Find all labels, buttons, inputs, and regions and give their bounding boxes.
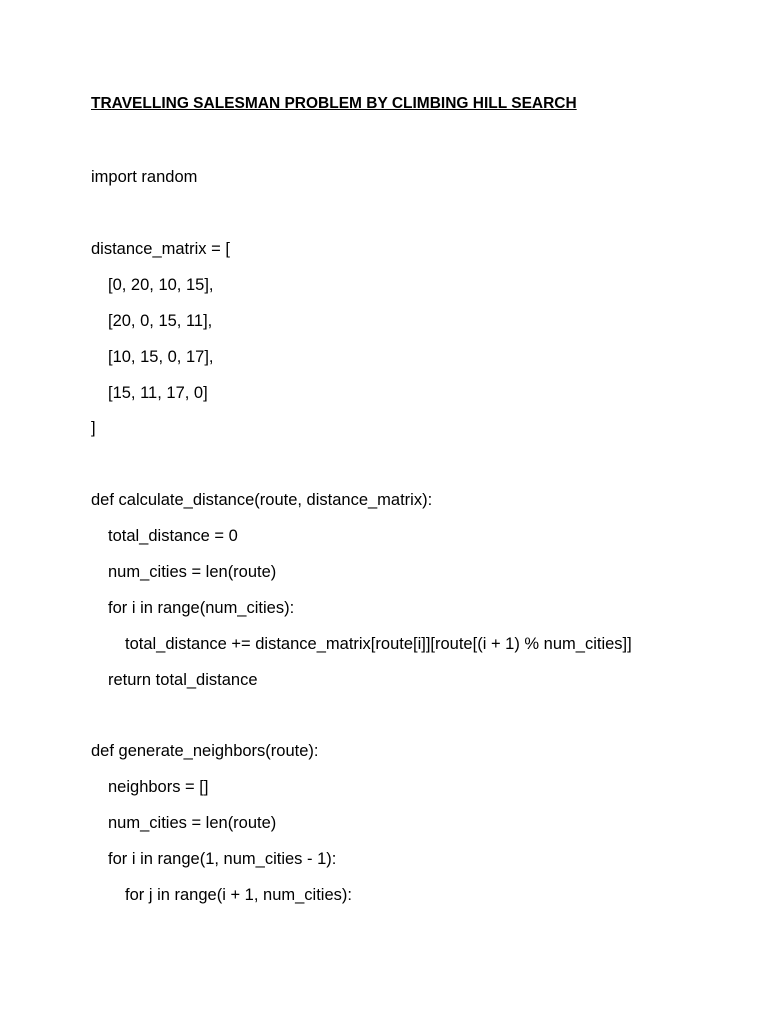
code-line: total_distance = 0	[108, 527, 238, 545]
code-line: for j in range(i + 1, num_cities):	[125, 886, 352, 904]
code-line: return total_distance	[108, 671, 258, 689]
code-line: for i in range(1, num_cities - 1):	[108, 850, 337, 868]
code-line: num_cities = len(route)	[108, 563, 277, 581]
code-line: [0, 20, 10, 15],	[108, 276, 214, 294]
code-line: [20, 0, 15, 11],	[108, 312, 213, 330]
code-line: neighbors = []	[108, 778, 209, 796]
document-title: TRAVELLING SALESMAN PROBLEM BY CLIMBING HILL SEARCH	[91, 95, 577, 112]
code-line: [10, 15, 0, 17],	[108, 348, 214, 366]
code-line: distance_matrix = [	[91, 240, 230, 258]
code-line: num_cities = len(route)	[108, 814, 277, 832]
code-line: for i in range(num_cities):	[108, 599, 295, 617]
code-line: ]	[91, 419, 96, 437]
code-line: def calculate_distance(route, distance_matrix):	[91, 491, 433, 509]
code-line: def generate_neighbors(route):	[91, 742, 319, 760]
code-line: import random	[91, 168, 198, 186]
code-line: [15, 11, 17, 0]	[108, 384, 208, 402]
code-line: total_distance += distance_matrix[route[i]][route[(i + 1) % num_cities]]	[125, 635, 632, 653]
